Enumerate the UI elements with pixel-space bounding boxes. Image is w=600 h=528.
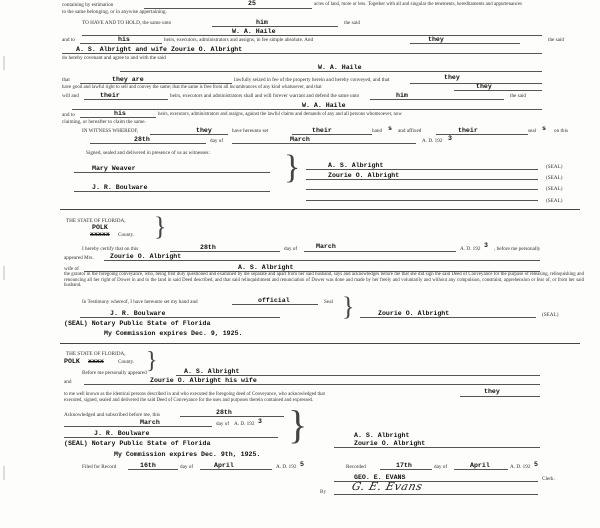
deed-line: that	[62, 77, 70, 83]
clerk-name: GEO. E. EVANS	[354, 474, 406, 481]
ack-line: Before me personally appeared	[82, 370, 147, 376]
pronoun: they	[428, 36, 444, 43]
seal-label: (SEAL)	[546, 186, 563, 192]
deed-line: and affixed	[398, 128, 422, 134]
deed-line: heirs, executors, administrators and assigns, in fee simple absolute. And	[164, 37, 314, 43]
grantee-name: W. A. Haile	[318, 64, 362, 71]
ack-day: 28th	[216, 409, 232, 416]
ack-year: 3	[258, 418, 262, 425]
appeared-name: Zourie O. Albright	[110, 253, 182, 260]
deed-line: seal	[528, 128, 537, 134]
seal-label: (SEAL)	[546, 175, 563, 181]
seal-type: official	[258, 297, 290, 304]
bracket: }	[342, 292, 355, 321]
record-line: Filed for Record	[82, 464, 117, 470]
grantor-signature: A. S. Albright	[354, 432, 410, 439]
underline	[74, 172, 270, 173]
plural-mark: s	[542, 125, 546, 132]
underline	[334, 447, 540, 448]
deed-line: TO HAVE AND TO HOLD, the same unto	[82, 20, 172, 26]
underline	[306, 200, 538, 201]
deed-line: the said	[510, 93, 526, 99]
pronoun: their	[100, 92, 120, 99]
underline	[304, 251, 456, 252]
notary-commission: My Commission expires Dec. 9th, 1925.	[114, 451, 261, 458]
ack-line: to me well known as the identical persons described in and who executed the foregoing deed of Conveyance, who acknowledged that	[64, 392, 325, 397]
deed-line: will and	[62, 93, 79, 99]
husband-name: A. S. Albright	[238, 264, 294, 271]
underline	[380, 469, 432, 470]
deed-line: claiming, or hereafter to claim the same.	[62, 119, 146, 125]
struck-county: xxxx	[88, 358, 104, 365]
underline	[460, 396, 540, 397]
deed-line: have good and lawful right to sell and convey the same; that the same is free from all incumbrances of any kind whatsoever, and that	[62, 85, 322, 90]
ack-year: 3	[484, 242, 488, 249]
underline	[72, 109, 542, 110]
ack-line: wife of	[64, 266, 79, 272]
venue-county: POLK	[64, 358, 80, 365]
underline	[306, 189, 538, 190]
wife-signature: Zourie O. Albright	[378, 310, 450, 317]
section-divider	[60, 209, 580, 210]
pronoun: they	[484, 388, 500, 395]
execution-year: 3	[448, 135, 452, 142]
ack-line: A. D. 192	[460, 246, 481, 252]
pronoun: they are	[112, 76, 144, 83]
pronoun: their	[458, 127, 478, 134]
grantee-pronoun: him	[256, 19, 268, 26]
ack-line: In Testimony whereof, I have hereunto set my hand and	[82, 299, 198, 305]
notary-commission: My Commission expires Dec. 9, 1925.	[104, 330, 243, 337]
record-line: day of	[434, 464, 448, 470]
underline	[144, 8, 312, 9]
plural-mark: s	[388, 125, 392, 132]
pronoun: they	[444, 74, 460, 81]
deed-line: A. D. 192	[422, 138, 443, 144]
recorded-month: April	[470, 462, 490, 469]
pronoun: his	[118, 36, 130, 43]
record-line: A. D. 192	[276, 464, 297, 470]
deed-line: containing by estimation	[62, 2, 114, 8]
witness-caption: Signed, sealed and delivered in presence of us as witnesses:	[86, 150, 210, 156]
ack-day: 28th	[200, 244, 216, 251]
underline	[360, 317, 536, 318]
binder-mark	[3, 56, 5, 70]
underline	[410, 43, 520, 44]
bracket: }	[154, 212, 167, 241]
underline	[454, 90, 542, 91]
binder-mark	[3, 266, 5, 280]
dower-paragraph: the grantor in the foregoing conveyance, who, being first duly questioned and examined by me separate and apart from her said husband, says and acknowledges before me that she did sign the said Deed of Conveyance for the purpose of releasing, relinquishing and renouncing all her right of Dower in and to the land in said Deed described, and that said relinquishment and renunciation of Dower was done and made by her freely and voluntarily and without any compulsion, constraint, apprehension or fear of, or from her said husband.	[64, 272, 584, 289]
underline	[128, 469, 178, 470]
ack-line: day of	[284, 246, 298, 252]
recorded-year: 5	[534, 461, 538, 468]
underline	[80, 43, 162, 44]
venue-county-label: County.	[118, 232, 135, 238]
ack-line: Seal	[324, 299, 333, 305]
underline	[64, 437, 278, 438]
underline	[84, 99, 168, 100]
record-line: day of	[180, 464, 194, 470]
grantor-names: A. S. Albright and wife Zourie O. Albright	[76, 46, 243, 53]
underline	[84, 384, 540, 385]
deputy-signature: G. E. Evans	[350, 480, 425, 493]
deed-line: the said	[548, 37, 564, 43]
underline	[232, 304, 318, 305]
deed-line: day of	[210, 138, 224, 144]
underline	[176, 375, 540, 376]
pronoun: they	[196, 127, 212, 134]
record-line: Recorded	[346, 464, 366, 470]
deed-line: heirs, executors, administrators and assigns, against the lawful claims and demands of any and all persons whomsoever, now	[158, 112, 402, 117]
execution-day: 28th	[134, 136, 150, 143]
deed-line: and to	[62, 112, 75, 118]
struck-county: xxxxx	[90, 231, 110, 238]
underline	[120, 71, 542, 72]
underline	[150, 134, 228, 135]
underline	[90, 143, 206, 144]
ack-line: day of	[216, 421, 230, 427]
ack-line: appeared Mrs.	[64, 255, 94, 261]
underline	[80, 117, 156, 118]
deed-line: lawfully seized in fee of the property herein and hereby conveyed, and that	[234, 77, 390, 83]
grantee-name: W. A. Haile	[232, 28, 276, 35]
underline	[334, 494, 538, 495]
bracket: }	[284, 149, 301, 186]
section-divider	[60, 343, 580, 344]
execution-month: March	[290, 136, 310, 143]
underline	[80, 83, 232, 84]
notary-name: J. R. Boulware	[94, 430, 150, 437]
witness-name: J. R. Boulware	[92, 184, 148, 191]
bracket: }	[146, 348, 158, 374]
underline	[454, 469, 508, 470]
pronoun: his	[114, 110, 126, 117]
appeared-name: A. S. Albright	[184, 368, 240, 375]
seal-label: (SEAL)	[546, 198, 563, 204]
underline	[80, 317, 280, 318]
filed-year: 5	[300, 461, 304, 468]
underline	[212, 26, 338, 27]
underline	[370, 99, 504, 100]
underline	[82, 35, 542, 36]
clerk-label: Clerk.	[542, 476, 555, 482]
venue-state: THE STATE OF FLORIDA,	[66, 351, 126, 357]
ack-line: I hereby certify that on this	[82, 246, 139, 252]
deed-line: and to	[62, 37, 75, 43]
ack-month: March	[140, 419, 160, 426]
deed-line: heirs, executors and administrators shall and will forever warrant and defend the same unto	[170, 93, 360, 99]
underline	[292, 134, 372, 135]
notary-title: (SEAL) Notary Public State of Florida	[64, 320, 211, 327]
pronoun: him	[396, 92, 408, 99]
deed-line: to the same belonging, or in anywise appertaining.	[62, 9, 167, 15]
underline	[306, 179, 538, 180]
deed-line: the said	[344, 20, 360, 26]
appeared-name: Zourie O. Albright his wife	[150, 377, 257, 384]
witness-name: Mary Weaver	[92, 165, 136, 172]
seal-label: (SEAL)	[546, 164, 563, 170]
bracket: }	[288, 402, 308, 447]
recorded-day: 17th	[396, 462, 412, 469]
filed-day: 16th	[140, 462, 156, 469]
deed-line: have hereunto set	[232, 128, 269, 134]
notary-title: (SEAL) Notary Public State of Florida	[64, 440, 211, 447]
underline	[306, 169, 538, 170]
underline	[170, 251, 280, 252]
record-line: A. D. 192	[510, 464, 531, 470]
binder-mark	[3, 466, 5, 480]
seal-label: (SEAL)	[542, 312, 559, 318]
grantor-signature: Zourie O. Albright	[354, 440, 426, 447]
grantor-signature: A. S. Albright	[328, 162, 384, 169]
ack-line: , before me personally	[494, 246, 541, 252]
underline	[104, 260, 540, 261]
pronoun: they	[476, 83, 492, 90]
by-label: By	[320, 489, 327, 495]
ack-line: and	[64, 379, 72, 385]
underline	[64, 426, 212, 427]
deed-line: acres of land, more or less. Together with all and singular the tenements, hereditaments and appurtenances	[314, 2, 522, 7]
acreage: 25	[248, 0, 256, 7]
underline	[74, 191, 270, 192]
underline	[200, 469, 272, 470]
deed-line: do hereby covenant and agree to and with the said	[62, 55, 166, 61]
ack-line: A. D. 192	[234, 421, 255, 427]
ack-line: executed, signed, sealed and delivered the said Deed of Conveyance for the uses and purposes therein contained and expressed.	[64, 398, 314, 403]
grantee-name: W. A. Haile	[302, 102, 346, 109]
underline	[232, 143, 416, 144]
underline	[62, 53, 542, 54]
pronoun: their	[312, 127, 332, 134]
ack-month: March	[316, 243, 336, 250]
deed-line: hand	[372, 128, 383, 134]
venue-state: THE STATE OF FLORIDA,	[66, 218, 126, 224]
filed-month: April	[214, 462, 234, 469]
ack-line: Acknowledged and subscribed before me, this	[64, 412, 160, 418]
deed-line: on this	[554, 128, 568, 134]
underline	[180, 416, 284, 417]
venue-county: POLK	[92, 224, 108, 231]
notary-name: J. R. Boulware	[110, 310, 166, 317]
grantor-signature: Zourie O. Albright	[328, 172, 400, 179]
venue-county-label: County.	[118, 359, 135, 365]
deed-line: IN WITNESS WHEREOF,	[82, 128, 139, 134]
